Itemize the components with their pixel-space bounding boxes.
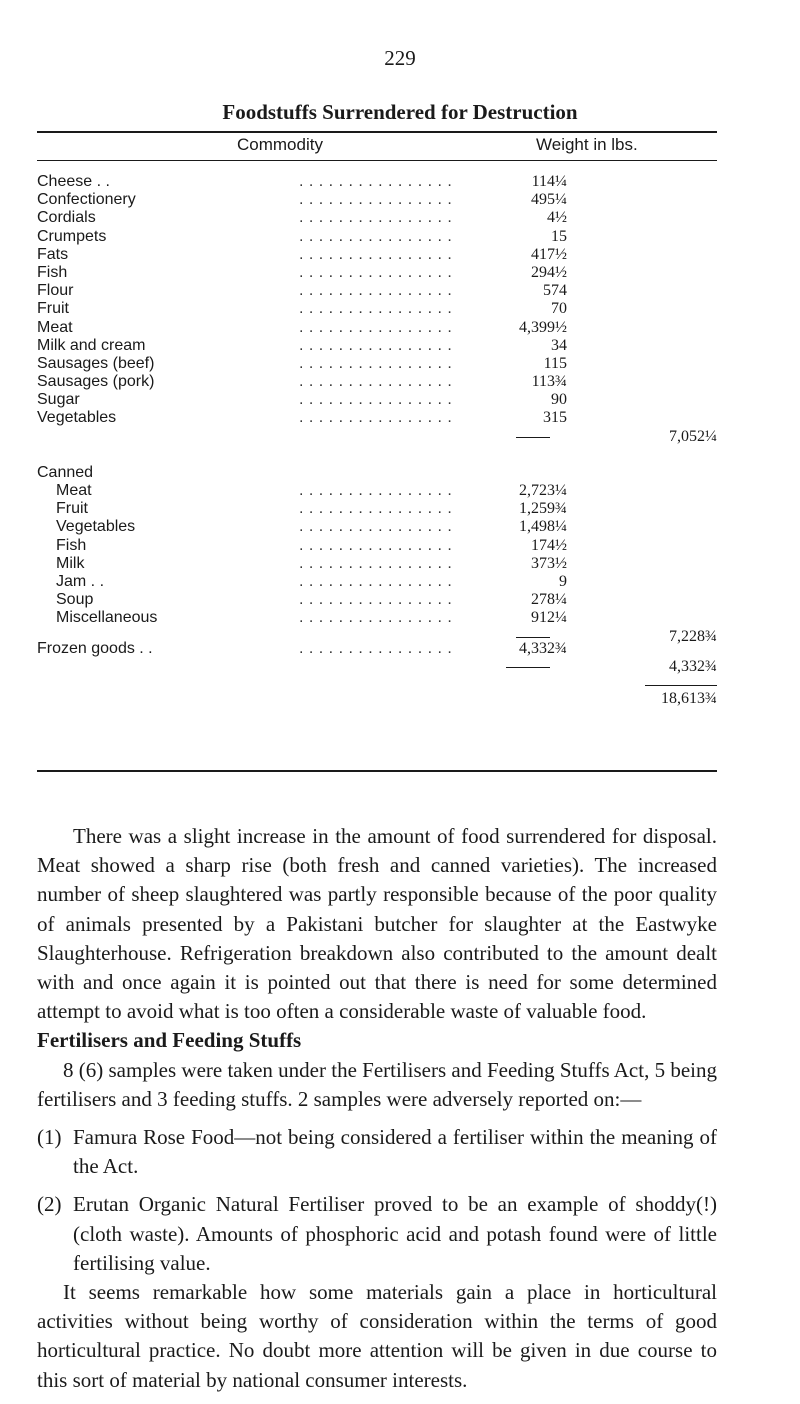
list-item-text: Famura Rose Food—not being considered a fertiliser within the meaning of the Act. <box>73 1125 717 1179</box>
commodity-label: Sausages (pork) <box>37 373 155 391</box>
table-row <box>37 391 717 409</box>
table-row <box>37 537 717 555</box>
table-row <box>37 373 717 391</box>
foodstuffs-table <box>37 173 717 708</box>
column-header-weight: Weight in lbs. <box>536 135 638 154</box>
weight-value: 2,723¼ <box>519 482 567 499</box>
leader-dots: . . . . . . . . . . . . . . . . <box>299 609 453 627</box>
table-row <box>37 209 717 227</box>
weight-value: 15 <box>551 227 567 245</box>
weight-value: 34 <box>551 336 567 354</box>
leader-dots: . . . . . . . . . . . . . . . . <box>299 409 453 427</box>
grand-total: 18,613¾ <box>661 690 717 708</box>
leader-dots: . . . . . . . . . . . . . . . . <box>299 209 453 227</box>
list-item-text: Erutan Organic Natural Fertiliser proved to be an example of shoddy(!) (cloth waste). Amounts of phosphoric acid and potash found were of little fertilising value. <box>73 1192 717 1275</box>
list-item <box>37 1190 717 1278</box>
leader-dots: . . . . . . . . . . . . . . . . <box>299 591 453 609</box>
bottom-rule <box>37 770 717 772</box>
weight-value: 294½ <box>531 263 567 281</box>
table-row <box>37 555 717 573</box>
commodity-label: Fats <box>37 245 69 263</box>
commodity-label: Miscellaneous <box>56 609 158 627</box>
commodity-label: Vegetables <box>37 409 117 427</box>
weight-value: 278¼ <box>531 591 567 609</box>
weight-value: 417½ <box>531 245 567 263</box>
table-row <box>37 518 717 536</box>
header-rule <box>37 160 717 161</box>
table-row <box>37 246 717 264</box>
commodity-label: Meat <box>56 482 92 499</box>
fresh-subtotal-row <box>37 428 717 446</box>
table-row <box>37 191 717 209</box>
table-row <box>37 264 717 282</box>
leader-dots: . . . . . . . . . . . . . . . . <box>299 336 453 354</box>
table-row <box>37 609 717 627</box>
commodity-label: Fish <box>37 263 68 281</box>
weight-value: 90 <box>551 391 567 409</box>
list-item-number: (1) <box>37 1125 62 1150</box>
paragraph-food-surrendered: There was a slight increase in the amount of food surrendered for disposal. Meat showed a sharp rise (both fresh and canned varieties). The increased number of sheep slaughtered was partly responsible because of the poor quality of animals presented by a Pakistani butcher for slaughter at the Eastwyke Slaughterhouse. Refrigeration breakdown also contributed to the amount dealt with and once again it is pointed out that there is need for some determined attempt to avoid what is too often a considerable waste of valuable food. <box>37 824 717 1024</box>
paragraph-remarks: It seems remarkable how some materials gain a place in horticultural activities without being worthy of consideration within the terms of good horticultural practice. No doubt more attention will be given in due course to this sort of material by national consumer interests. <box>37 1280 717 1392</box>
canned-heading-row <box>37 464 717 482</box>
weight-value: 495¼ <box>531 191 567 209</box>
leader-dots: . . . . . . . . . . . . . . . . <box>299 318 453 336</box>
table-title: Foodstuffs Surrendered for Destruction <box>222 100 578 124</box>
paragraph-samples: 8 (6) samples were taken under the Fertilisers and Feeding Stuffs Act, 5 being fertilisers and 3 feeding stuffs. 2 samples were adversely reported on:— <box>37 1057 717 1111</box>
canned-section <box>37 482 717 628</box>
table-row <box>37 573 717 591</box>
commodity-label: Fruit <box>37 300 69 318</box>
leader-dots: . . . . . . . . . . . . . . . . <box>299 282 453 300</box>
table-row <box>37 228 717 246</box>
weight-value: 4,399½ <box>519 318 567 336</box>
canned-subtotal: 7,228¾ <box>669 627 717 645</box>
leader-dots: . . . . . . . . . . . . . . . . <box>299 518 453 536</box>
leader-dots: . . . . . . . . . . . . . . . . <box>299 536 453 554</box>
commodity-label: Jam . . <box>56 572 105 590</box>
commodity-label: Confectionery <box>37 191 136 209</box>
table-row <box>37 173 717 191</box>
leader-dots: . . . . . . . . . . . . . . . . <box>299 300 453 318</box>
table-row <box>37 500 717 518</box>
commodity-label: Sausages (beef) <box>37 354 155 372</box>
leader-dots: . . . . . . . . . . . . . . . . <box>299 354 453 372</box>
weight-value: 373½ <box>531 554 567 572</box>
fresh-section <box>37 173 717 428</box>
leader-dots: . . . . . . . . . . . . . . . . <box>299 482 453 499</box>
commodity-label: Fish <box>56 536 87 554</box>
subtotal-dash <box>506 667 550 668</box>
leader-dots: . . . . . . . . . . . . . . . . <box>299 572 453 590</box>
grand-total-row <box>37 690 717 708</box>
leader-dots: . . . . . . . . . . . . . . . . <box>299 500 453 518</box>
table-row <box>37 482 717 500</box>
frozen-value: 4,332¾ <box>519 639 567 657</box>
leader-dots: . . . . . . . . . . . . . . . . <box>299 173 453 190</box>
fresh-subtotal: 7,052¼ <box>669 427 717 445</box>
commodity-label: Crumpets <box>37 227 107 245</box>
table-row <box>37 282 717 300</box>
table-row <box>37 409 717 427</box>
weight-value: 912¼ <box>531 609 567 627</box>
weight-value: 1,498¼ <box>519 518 567 536</box>
subtotal-dash <box>516 637 550 638</box>
commodity-label: Milk and cream <box>37 336 146 354</box>
commodity-label: Flour <box>37 282 74 300</box>
weight-value: 113¾ <box>531 373 567 391</box>
subtotal-dash <box>516 437 550 438</box>
commodity-label: Meat <box>37 318 73 336</box>
commodity-label: Vegetables <box>56 518 136 536</box>
table-row <box>37 591 717 609</box>
weight-value: 1,259¾ <box>519 500 567 518</box>
weight-value: 70 <box>551 300 567 318</box>
leader-dots: . . . . . . . . . . . . . . . . <box>299 263 453 281</box>
leader-dots: . . . . . . . . . . . . . . . . <box>299 191 453 209</box>
leader-dots: . . . . . . . . . . . . . . . . <box>299 373 453 391</box>
frozen-row <box>37 640 717 658</box>
section-heading-fertilisers: Fertilisers and Feeding Stuffs <box>37 1028 302 1053</box>
leader-dots: . . . . . . . . . . . . . . . . <box>299 391 453 409</box>
weight-value: 574 <box>543 282 567 300</box>
table-row <box>37 355 717 373</box>
leader-dots: . . . . . . . . . . . . . . . . <box>299 639 453 657</box>
weight-value: 315 <box>543 409 567 427</box>
column-header-commodity: Commodity <box>237 135 323 154</box>
weight-value: 114¼ <box>531 173 567 190</box>
commodity-label: Soup <box>56 591 94 609</box>
weight-value: 174½ <box>531 536 567 554</box>
total-rule <box>645 685 717 686</box>
leader-dots: . . . . . . . . . . . . . . . . <box>299 227 453 245</box>
frozen-subtotal-row <box>37 658 717 676</box>
table-row <box>37 319 717 337</box>
canned-heading: Canned <box>37 463 94 481</box>
commodity-label: Cordials <box>37 209 96 227</box>
leader-dots: . . . . . . . . . . . . . . . . <box>299 554 453 572</box>
list-item-number: (2) <box>37 1192 62 1217</box>
commodity-label: Fruit <box>56 500 88 518</box>
table-row <box>37 337 717 355</box>
weight-value: 115 <box>543 354 567 372</box>
table-row <box>37 300 717 318</box>
leader-dots: . . . . . . . . . . . . . . . . <box>299 245 453 263</box>
commodity-label: Sugar <box>37 391 80 409</box>
commodity-label: Cheese . . <box>37 173 110 190</box>
commodity-label: Milk <box>56 554 85 572</box>
page-number: 229 <box>384 46 416 70</box>
frozen-subtotal: 4,332¾ <box>669 657 717 675</box>
body-text <box>37 822 717 1395</box>
weight-value: 9 <box>559 572 567 590</box>
weight-value: 4½ <box>547 209 567 227</box>
list-item <box>37 1123 717 1181</box>
top-rule <box>37 131 717 133</box>
frozen-label: Frozen goods . . <box>37 639 153 657</box>
